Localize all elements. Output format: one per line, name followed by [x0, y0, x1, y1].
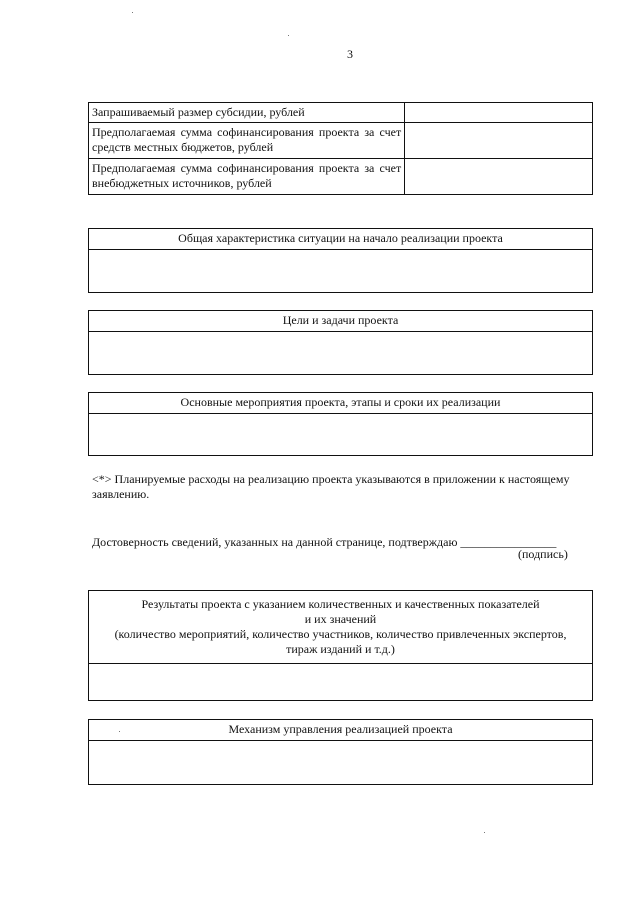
results-section [88, 590, 593, 701]
management-title: Механизм управления реализацией проекта [89, 720, 592, 741]
results-title-line: Результаты проекта с указанием количественных и качественных показателей [141, 597, 540, 611]
table-row [89, 123, 593, 159]
subsidy-table [88, 102, 593, 195]
subsidy-amount-value[interactable] [405, 103, 593, 123]
goals-section [88, 310, 593, 375]
results-title-line: (количество мероприятий, количество участников, количество привлеченных экспертов, [114, 627, 567, 641]
expenses-note: <*> Планируемые расходы на реализацию проекта указываются в приложении к настоящему заявлению. [92, 472, 570, 501]
activities-section [88, 392, 593, 456]
table-row [89, 159, 593, 195]
subsidy-amount-label: Запрашиваемый размер субсидии, рублей [89, 103, 405, 123]
goals-title: Цели и задачи проекта [89, 311, 592, 332]
scan-speck [119, 731, 120, 732]
page-number: 3 [347, 47, 353, 61]
scan-speck [132, 12, 133, 13]
situation-section [88, 228, 593, 293]
local-budget-cofinancing-label: Предполагаемая сумма софинансирования проекта за счет средств местных бюджетов, рублей [89, 123, 405, 159]
confirmation-text: Достоверность сведений, указанных на данной странице, подтверждаю ________________ [92, 535, 557, 549]
management-section [88, 719, 593, 785]
extrabudgetary-cofinancing-value[interactable] [405, 159, 593, 195]
results-title-line: и их значений [304, 612, 377, 626]
extrabudgetary-cofinancing-label: Предполагаемая сумма софинансирования проекта за счет внебюджетных источников, рублей [89, 159, 405, 195]
signature-caption: (подпись) [518, 547, 568, 561]
results-title [89, 591, 592, 664]
scan-speck [484, 832, 485, 833]
local-budget-cofinancing-value[interactable] [405, 123, 593, 159]
activities-title: Основные мероприятия проекта, этапы и сроки их реализации [89, 393, 592, 414]
situation-title: Общая характеристика ситуации на начало реализации проекта [89, 229, 592, 250]
scan-speck [288, 35, 289, 36]
table-row [89, 103, 593, 123]
results-title-line: тираж изданий и т.д.) [286, 642, 395, 656]
